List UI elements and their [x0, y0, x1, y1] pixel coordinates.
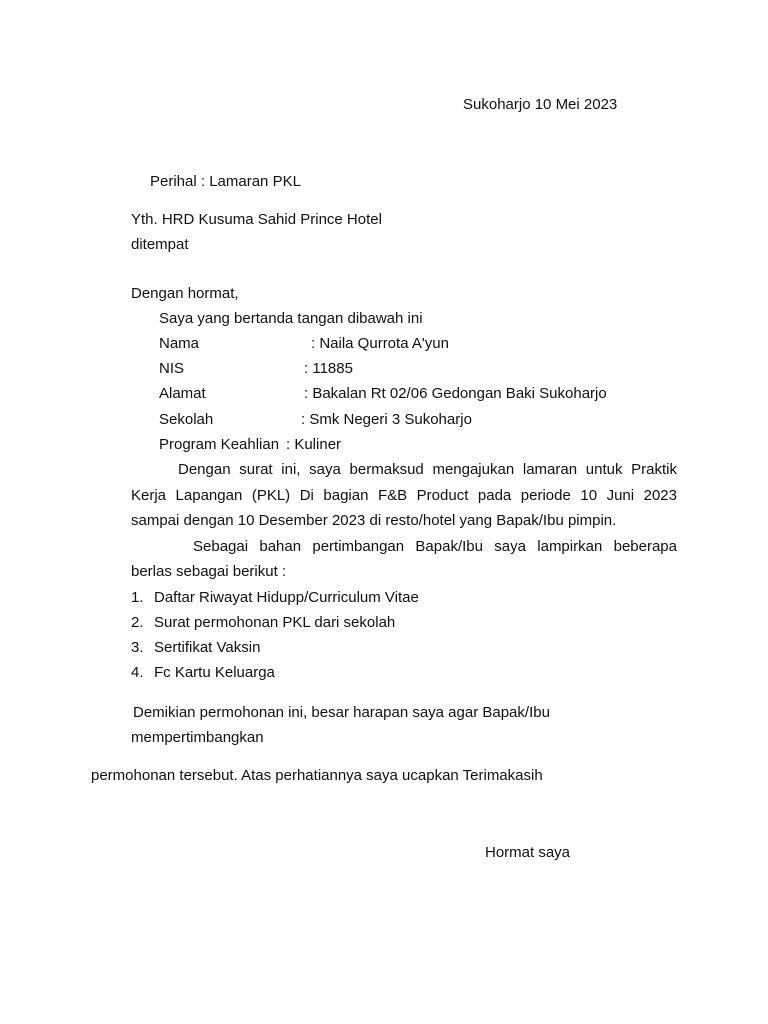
recipient-line-2: ditempat [131, 236, 189, 253]
attachment-item: Daftar Riwayat Hidupp/Curriculum Vitae [154, 589, 419, 606]
salutation: Dengan hormat, [131, 285, 239, 302]
identity-label-nis: NIS [159, 360, 185, 377]
identity-label-school: Sekolah [159, 411, 214, 428]
attachment-number: 1. [131, 589, 144, 606]
attachment-item: Sertifikat Vaksin [154, 639, 261, 656]
closing-line-1: Demikian permohonan ini, besar harapan saya agar Bapak/Ibu [133, 704, 550, 721]
attachment-number: 2. [131, 614, 144, 631]
identity-label-program: Program Keahlian [159, 436, 280, 453]
identity-label-name: Nama [159, 335, 200, 352]
intro-line: Saya yang bertanda tangan dibawah ini [159, 310, 423, 327]
date-line: Sukoharjo 10 Mei 2023 [463, 96, 618, 113]
identity-label-address: Alamat [159, 385, 206, 402]
attachment-item: Fc Kartu Keluarga [154, 664, 275, 681]
paragraph-2-line-2: berlas sebagai berikut : [131, 563, 287, 580]
identity-value-school: : Smk Negeri 3 Sukoharjo [301, 411, 472, 428]
paragraph-1-line-3: sampai dengan 10 Desember 2023 di resto/hotel yang Bapak/Ibu pimpin. [131, 512, 617, 529]
signoff: Hormat saya [485, 844, 571, 861]
subject-line: Perihal : Lamaran PKL [150, 173, 301, 190]
identity-value-name: : Naila Qurrota A'yun [311, 335, 449, 352]
attachment-number: 3. [131, 639, 144, 656]
identity-value-program: : Kuliner [286, 436, 342, 453]
attachment-item: Surat permohonan PKL dari sekolah [154, 614, 396, 631]
closing-line-3: permohonan tersebut. Atas perhatiannya saya ucapkan Terimakasih [91, 767, 543, 784]
attachment-number: 4. [131, 664, 144, 681]
paragraph-2-line-1: Sebagai bahan pertimbangan Bapak/Ibu saya lampirkan beberapa [193, 538, 677, 555]
identity-value-address: : Bakalan Rt 02/06 Gedongan Baki Sukoharjo [304, 385, 607, 402]
paragraph-1-line-1: Dengan surat ini, saya bermaksud mengajukan lamaran untuk Praktik [178, 461, 677, 478]
closing-line-2: mempertimbangkan [131, 729, 264, 746]
paragraph-1-line-2: Kerja Lapangan (PKL) Di bagian F&B Product pada periode 10 Juni 2023 [131, 487, 677, 504]
recipient-line-1: Yth. HRD Kusuma Sahid Prince Hotel [131, 211, 382, 228]
identity-value-nis: : 11885 [304, 360, 353, 377]
